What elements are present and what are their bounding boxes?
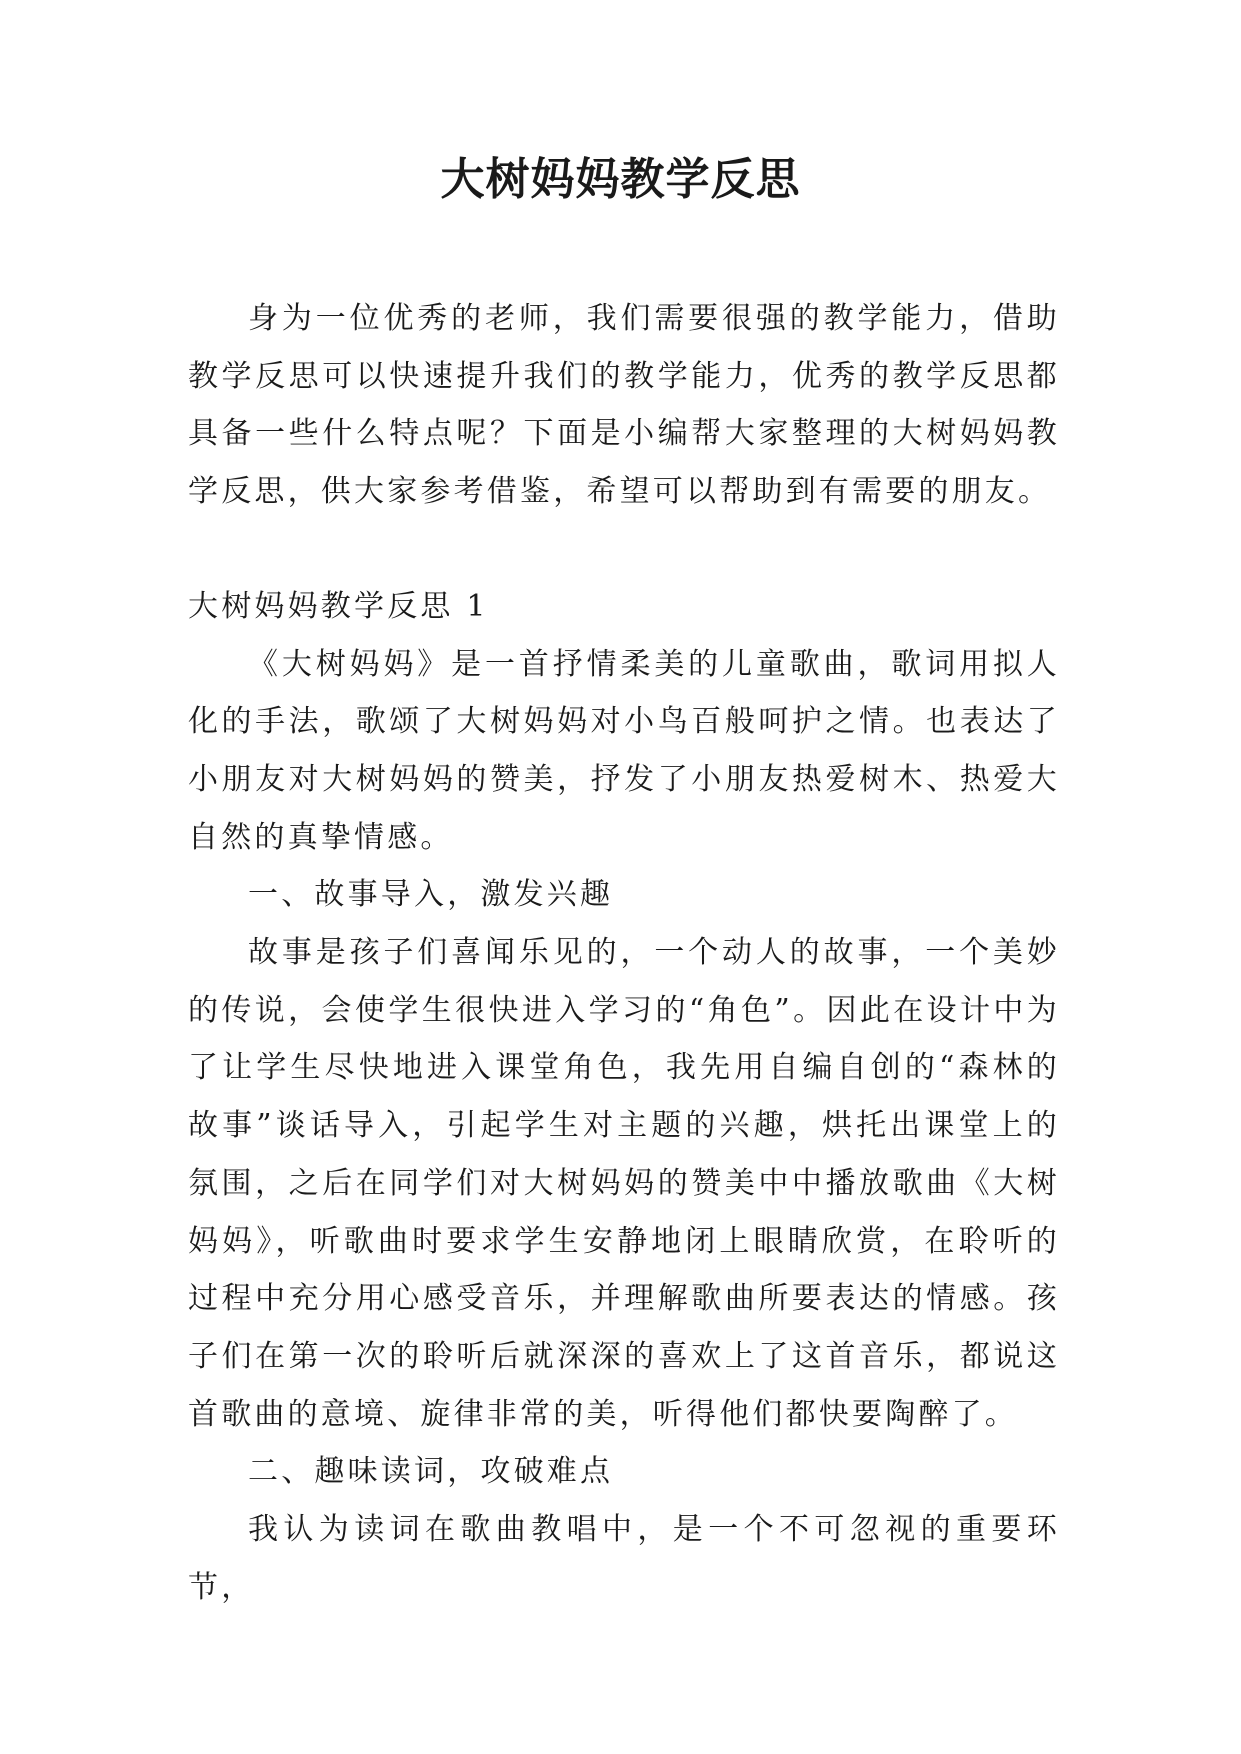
section-heading: 大树妈妈教学反思 1 (188, 588, 489, 624)
body-paragraph: 我认为读词在歌曲教唱中，是一个不可忽视的重要环节， (188, 1512, 1060, 1605)
document-body (188, 290, 1060, 1616)
intro-paragraph: 身为一位优秀的老师，我们需要很强的教学能力，借助教学反思可以快速提升我们的教学能力，优秀的教学反思都具备一些什么特点呢？下面是小编帮大家整理的大树妈妈教学反思，供大家参考借鉴，希望可以帮助到有需要的朋友。 (188, 301, 1060, 510)
paragraph-gap (188, 521, 1060, 578)
document-title: 大树妈妈教学反思 (440, 154, 801, 205)
body-paragraph: 《大树妈妈》是一首抒情柔美的儿童歌曲，歌词用拟人化的手法，歌颂了大树妈妈对小鸟百般呵护之情。也表达了小朋友对大树妈妈的赞美，抒发了小朋友热爱树木、热爱大自然的真挚情感。 (188, 646, 1060, 855)
body-paragraph: 故事是孩子们喜闻乐见的，一个动人的故事，一个美妙的传说，会使学生很快进入学习的“角色”。因此在设计中为了让学生尽快地进入课堂角色，我先用自编自创的“森林的故事”谈话导入，引起学生对主题的兴趣，烘托出课堂上的氛围，之后在同学们对大树妈妈的赞美中中播放歌曲《大树妈妈》，听歌曲时要求学生安静地闭上眼睛欣赏，在聆听的过程中充分用心感受音乐，并理解歌曲所要表达的情感。孩子们在第一次的聆听后就深深的喜欢上了这首音乐，都说这首歌曲的意境、旋律非常的美，听得他们都快要陶醉了。 (188, 935, 1060, 1432)
subheading: 二、趣味读词，攻破难点 (248, 1454, 614, 1490)
subheading: 一、故事导入，激发兴趣 (248, 877, 614, 913)
